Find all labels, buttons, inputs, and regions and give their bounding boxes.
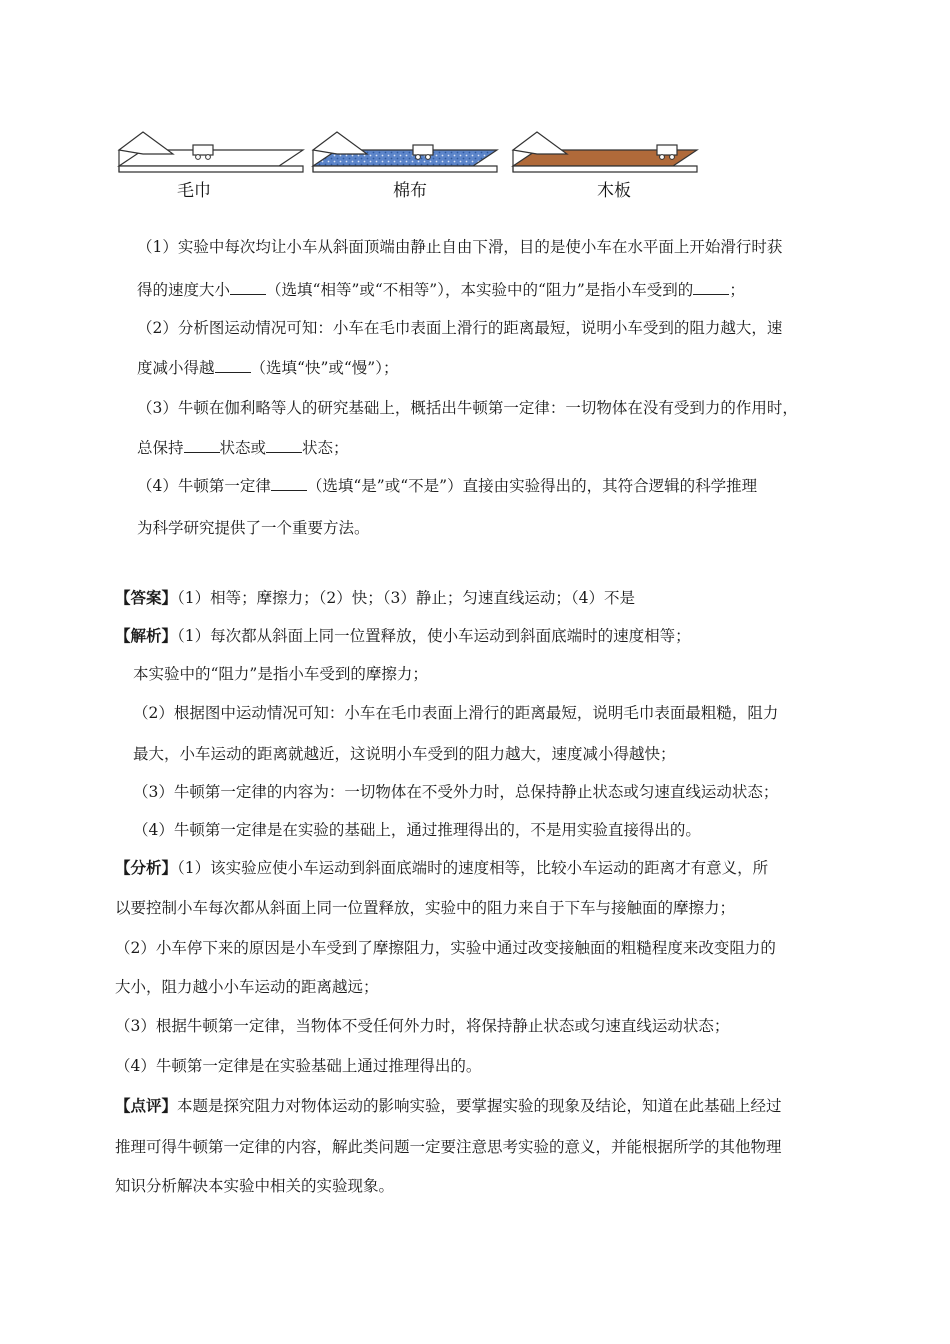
explanation-line-1: 【解析】（1）每次都从斜面上同一位置释放，使小车运动到斜面底端时的速度相等；: [115, 626, 691, 645]
answer-blank: [184, 438, 220, 453]
analysis-line-6: （4）牛顿第一定律是在实验基础上通过推理得出的。: [115, 1057, 482, 1075]
analysis-line-3: （2）小车停下来的原因是小车受到了摩擦阻力，实验中通过改变接触面的粗糙程度来改变阻力的: [115, 939, 776, 957]
caption-wood: 木板: [597, 181, 631, 201]
question-4-line-1: （4）牛顿第一定律 （选填“是”或“不是”）直接由实验得出的，其符合逻辑的科学推理: [137, 477, 758, 495]
comment-line-2: 推理可得牛顿第一定律的内容，解此类问题一定要注意思考实验的意义，并能根据所学的其他物理: [115, 1138, 782, 1156]
analysis-line-1: 【分析】（1）该实验应使小车运动到斜面底端时的速度相等，比较小车运动的距离才有意义，所: [115, 858, 769, 877]
question-3-line-1: （3）牛顿在伽利略等人的研究基础上，概括出牛顿第一定律：一切物体在没有受到力的作用时，: [137, 399, 798, 417]
panel-towel: [119, 132, 303, 172]
answer-tag: 【答案】: [115, 588, 178, 607]
answer-blank: [230, 280, 266, 295]
explanation-line-3: （2）根据图中运动情况可知：小车在毛巾表面上滑行的距离最短，说明毛巾表面最粗糙，阻力: [133, 704, 779, 722]
answer-blank: [266, 438, 302, 453]
comment-line-1: 【点评】本题是探究阻力对物体运动的影响实验，要掌握实验的现象及结论，知道在此基础上经过: [115, 1096, 782, 1115]
panel-wood: [513, 132, 697, 172]
panel-cotton: [313, 132, 497, 172]
answer-blank: [215, 358, 251, 373]
question-1-line-1: （1）实验中每次均让小车从斜面顶端由静止自由下滑，目的是使小车在水平面上开始滑行时获: [137, 238, 783, 256]
answer-blank: [693, 280, 729, 295]
analysis-line-2: 以要控制小车每次都从斜面上同一位置释放，实验中的阻力来自于下车与接触面的摩擦力；: [115, 899, 736, 917]
analysis-line-5: （3）根据牛顿第一定律，当物体不受任何外力时，将保持静止状态或匀速直线运动状态；: [115, 1017, 730, 1035]
experiment-figure: [115, 124, 705, 204]
caption-cotton: 棉布: [393, 181, 427, 201]
explanation-line-2: 本实验中的“阻力”是指小车受到的摩擦力；: [133, 665, 428, 683]
question-2-line-1: （2）分析图运动情况可知：小车在毛巾表面上滑行的距离最短，说明小车受到的阻力越大，速: [137, 319, 783, 337]
explanation-line-4: 最大，小车运动的距离就越近，这说明小车受到的阻力越大，速度减小得越快；: [133, 745, 676, 763]
caption-towel: 毛巾: [177, 181, 211, 201]
question-4-line-2: 为科学研究提供了一个重要方法。: [137, 519, 370, 537]
question-1-line-2: 得的速度大小 （选填“相等”或“不相等”），本实验中的“阻力”是指小车受到的 ；: [137, 281, 745, 299]
question-2-line-2: 度减小得越 （选填“快”或“慢”）；: [137, 359, 399, 377]
explanation-tag: 【解析】: [115, 626, 178, 645]
answer-blank: [271, 476, 307, 491]
question-3-line-2: 总保持 状态或 状态；: [137, 439, 349, 457]
explanation-line-6: （4）牛顿第一定律是在实验的基础上，通过推理得出的，不是用实验直接得出的。: [133, 821, 701, 839]
explanation-line-5: （3）牛顿第一定律的内容为：一切物体在不受外力时，总保持静止状态或匀速直线运动状态；: [133, 783, 779, 801]
answer-text: （1）相等；摩擦力；（2）快；（3）静止；匀速直线运动；（4）不是: [177, 589, 635, 607]
analysis-line-4: 大小，阻力越小小车运动的距离越远；: [115, 978, 379, 996]
analysis-tag: 【分析】: [115, 858, 178, 877]
comment-tag: 【点评】: [115, 1096, 178, 1115]
experiment-diagram: [115, 124, 705, 179]
answer-section: [115, 587, 635, 609]
comment-line-3: 知识分析解决本实验中相关的实验现象。: [115, 1177, 395, 1195]
